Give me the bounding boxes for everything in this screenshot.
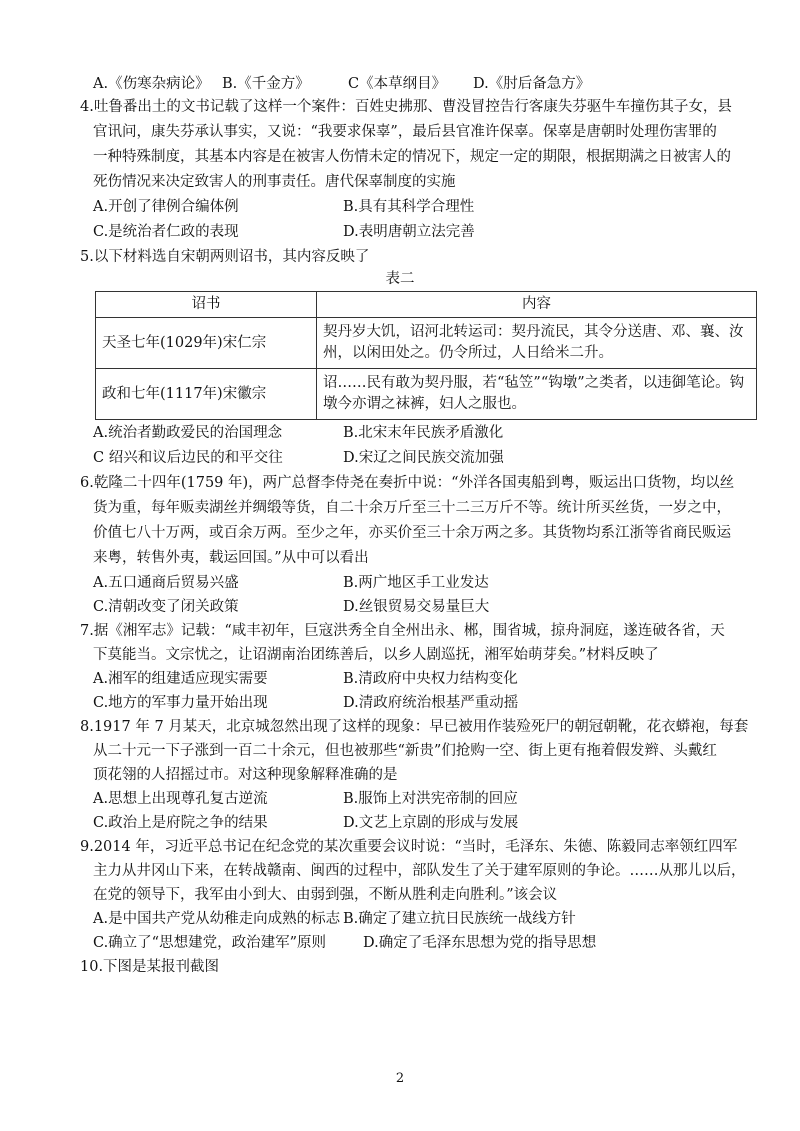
edict-table: [95, 291, 757, 420]
q7-option-a: A.湘军的组建适应现实需要: [93, 671, 268, 687]
q5-option-b: B.北宋末年民族矛盾激化: [343, 425, 504, 441]
q9-option-c: C.确立了“思想建党，政治建军”原则: [93, 935, 327, 951]
q3-option-d: D.《肘后备急方》: [473, 76, 591, 92]
table-cell-content: 诏……民有敢为契丹服，若“毡笠”“钩墩”之类者，以违御笔论。钩墩今亦谓之袜裤，妇人之服也。: [317, 369, 757, 420]
q4-option-d: D.表明唐朝立法完善: [343, 224, 475, 240]
q6-line-3: 价值七八十万两，或百余万两。至少之年，亦买价至三十余万两之多。其货物均系江浙等省商民贩运: [93, 525, 731, 541]
q6-line-2: 货为重，每年贩卖湖丝并绸缎等货，自二十余万斤至三十二三万斤不等。统计所买丝货，一岁之中，: [93, 500, 731, 516]
q4-line-1: 4.吐鲁番出土的文书记载了这样一个案件：百姓史拂那、曹没冒控告行客康失芬驱牛车撞伤其子女，县: [80, 99, 732, 115]
q3-option-a: A.《伤寒杂病论》: [93, 76, 210, 92]
q8-line-2: 从二十元一下子涨到一百二十余元，但也被那些“新贵”们抢购一空、街上更有拖着假发辫、头戴红: [93, 743, 717, 759]
q9-line-2: 主力从井冈山下来，在转战赣南、闽西的过程中，部队发生了关于建军原则的争论。……从那儿以后，: [93, 863, 746, 879]
q8-option-d: D.文艺上京剧的形成与发展: [343, 815, 519, 831]
q5-stem: 5.以下材料选自宋朝两则诏书，其内容反映了: [80, 249, 370, 265]
q7-option-c: C.地方的军事力量开始出现: [93, 695, 268, 711]
q4-line-4: 死伤情况来决定致害人的刑事责任。唐代保辜制度的实施: [93, 174, 456, 190]
q6-option-a: A.五口通商后贸易兴盛: [93, 575, 239, 591]
q8-option-b: B.服饰上对洪宪帝制的回应: [343, 791, 518, 807]
q9-line-3: 在党的领导下，我军由小到大、由弱到强，不断从胜利走向胜利。”该会议: [93, 887, 558, 903]
q9-option-d: D.确定了毛泽东思想为党的指导思想: [363, 935, 597, 951]
q3-option-b: B.《千金方》: [222, 76, 310, 92]
q8-line-1: 8.1917 年 7 月某天，北京城忽然出现了这样的现象：早已被用作装殓死尸的朝冠朝靴，花衣蟒袍，每套: [80, 719, 749, 735]
table-header-row: [96, 292, 757, 318]
q7-option-d: D.清政府统治根基严重动摇: [343, 695, 519, 711]
q9-line-1: 9.2014 年，习近平总书记在纪念党的某次重要会议时说：“当时，毛泽东、朱德、陈毅同志率领红四军: [80, 839, 738, 855]
q5-option-c: C 绍兴和议后边民的和平交往: [93, 450, 283, 466]
q5-option-a: A.统治者勤政爱民的治国理念: [93, 425, 283, 441]
table-cell-edict: 政和七年(1117年)宋徽宗: [96, 369, 317, 420]
q10-stem: 10.下图是某报刊截图: [80, 959, 220, 975]
q8-line-3: 顶花翎的人招摇过市。对这种现象解释准确的是: [93, 767, 398, 783]
q4-option-c: C.是统治者仁政的表现: [93, 224, 239, 240]
q8-option-c: C.政治上是府院之争的结果: [93, 815, 268, 831]
table-row: [96, 318, 757, 369]
table-caption: 表二: [385, 271, 415, 287]
table-cell-content: 契丹岁大饥，诏河北转运司：契丹流民，其令分送唐、邓、襄、汝州，以闲田处之。仍令所过，人日给米二升。: [317, 318, 757, 369]
q8-option-a: A.思想上出现尊孔复古逆流: [93, 791, 268, 807]
q5-option-d: D.宋辽之间民族交流加强: [343, 450, 504, 466]
q7-line-1: 7.据《湘军志》记载：“咸丰初年，巨寇洪秀全自全州出永、郴，围省城，掠舟洞庭，遂连破各省，天: [80, 623, 725, 639]
q4-option-b: B.具有其科学合理性: [343, 199, 475, 215]
q4-line-2: 官讯问，康失芬承认事实，又说：“我要求保辜”，最后县官准许保辜。保辜是唐朝时处理伤害罪的: [93, 124, 717, 140]
table-cell-edict: 天圣七年(1029年)宋仁宗: [96, 318, 317, 369]
q4-line-3: 一种特殊制度，其基本内容是在被害人伤情未定的情况下，规定一定的期限，根据期满之日被害人的: [93, 149, 731, 165]
q7-option-b: B.清政府中央权力结构变化: [343, 671, 518, 687]
table-header-content: 内容: [317, 292, 757, 318]
q6-line-1: 6.乾隆二十四年(1759 年)，两广总督李侍尧在奏折中说：“外洋各国夷船到粤，贩运出口货物，均以丝: [80, 475, 735, 491]
q4-option-a: A.开创了律例合编体例: [93, 199, 239, 215]
q6-option-c: C.清朝改变了闭关政策: [93, 599, 239, 615]
q6-option-b: B.两广地区手工业发达: [343, 575, 489, 591]
q9-option-b: B.确定了建立抗日民族统一战线方针: [343, 911, 576, 927]
page-number: 2: [395, 1071, 405, 1086]
table-header-edict: 诏书: [96, 292, 317, 318]
q6-line-4: 来粤，转售外夷，载运回国。”从中可以看出: [93, 550, 369, 566]
table-row: [96, 369, 757, 420]
q3-option-c: C《本草纲目》: [348, 76, 447, 92]
q6-option-d: D.丝银贸易交易量巨大: [343, 599, 490, 615]
q9-option-a: A.是中国共产党从幼稚走向成熟的标志: [93, 911, 341, 927]
q7-line-2: 下莫能当。文宗忧之，让诏湖南治团练善后，以乡人剧巡抚，湘军始萌芽矣。”材料反映了: [93, 647, 659, 663]
